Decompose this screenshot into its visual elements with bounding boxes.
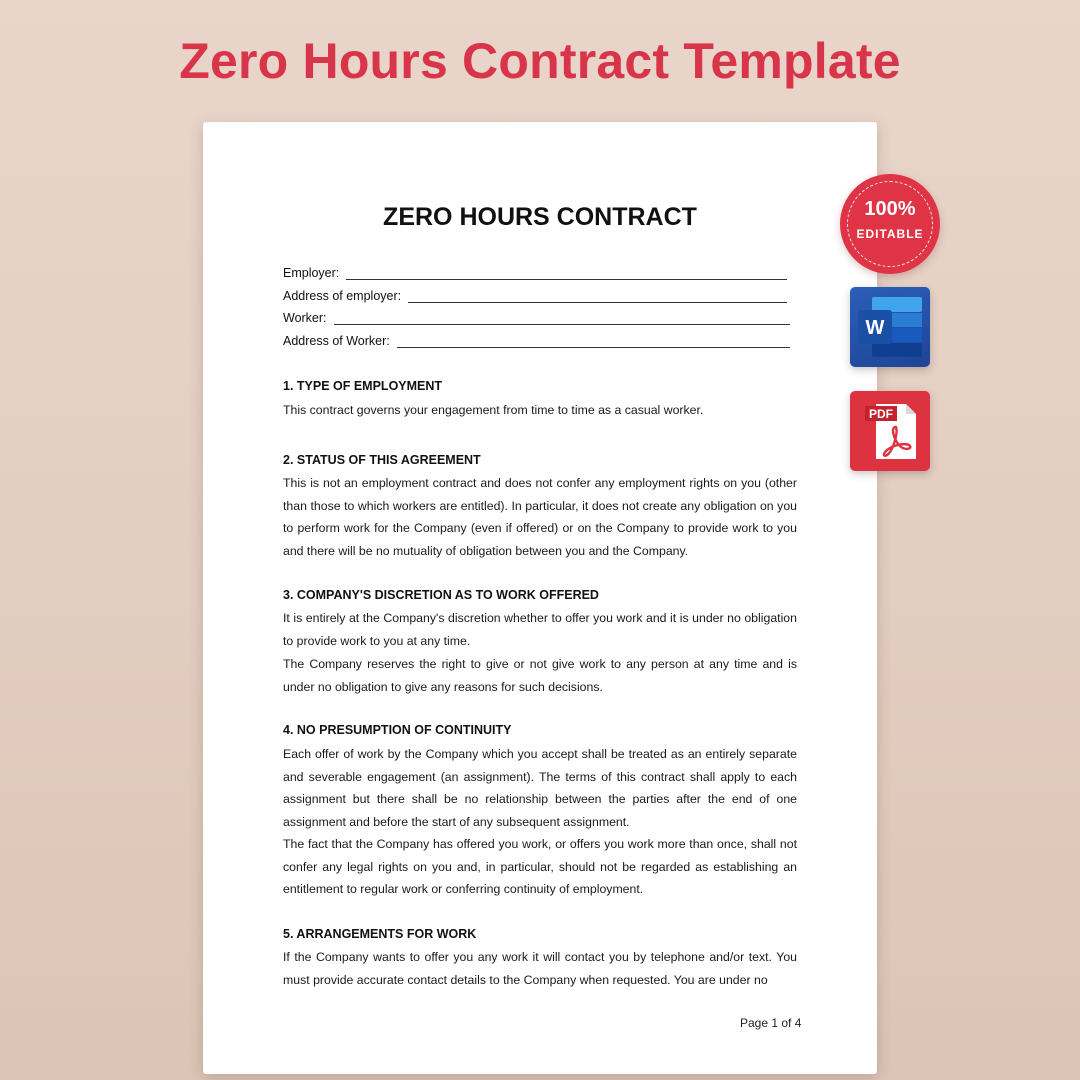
editable-percent: 100% (864, 198, 916, 220)
employer-address-label: Address of employer: (283, 289, 402, 303)
worker-label: Worker: (283, 311, 327, 325)
word-letter: W (865, 317, 885, 339)
section-4-paragraph-2: The fact that the Company has offered you work, or offers you work more than once, shall not confer any legal rights on you and, in particular, should not be regarded as establishing an entitlement to regular work or conferring continuity of employment. (283, 837, 797, 897)
employer-address-blank-line (408, 302, 787, 303)
badge-dashed-ring (847, 181, 933, 267)
word-icon (850, 287, 930, 367)
section-heading-company-discretion: 3. COMPANY'S DISCRETION AS TO WORK OFFERED (283, 588, 599, 602)
pdf-label: PDF (869, 407, 893, 421)
page-number: Page 1 of 4 (740, 1016, 802, 1030)
worker-address-label: Address of Worker: (283, 334, 390, 348)
document-page (203, 122, 877, 1074)
editable-badge (840, 174, 940, 274)
employer-field (283, 266, 789, 286)
document-title: ZERO HOURS CONTRACT (383, 203, 697, 231)
employer-blank-line (346, 279, 787, 280)
editable-label: EDITABLE (856, 227, 924, 241)
worker-address-blank-line (397, 347, 790, 348)
section-3-paragraph-1: It is entirely at the Company's discretion whether to offer you work and it is under no obligation to provide work to you at any time. (283, 611, 797, 648)
word-logo-graphic (850, 287, 930, 367)
employer-address-field (283, 289, 789, 309)
section-5-paragraph: If the Company wants to offer you any work it will contact you by telephone and/or text. You must provide accurate contact details to the Company when requested. You are under no (283, 950, 797, 987)
pdf-icon (850, 391, 930, 471)
section-4-paragraph-1: Each offer of work by the Company which you accept shall be treated as an entirely separate and severable engagement (an assignment). The terms of this contract shall apply to each assignment but there shall be no relationship between the parties after the end of one assignment and before the start of any subsequent assignment. (283, 747, 797, 829)
section-heading-type-of-employment: 1. TYPE OF EMPLOYMENT (283, 379, 443, 393)
section-heading-arrangements: 5. ARRANGEMENTS FOR WORK (283, 927, 477, 941)
banner-title: Zero Hours Contract Template (179, 33, 901, 89)
section-1-paragraph: This contract governs your engagement from time to time as a casual worker. (283, 403, 704, 417)
worker-field (283, 311, 791, 331)
worker-address-field (283, 334, 791, 354)
section-2-paragraph: This is not an employment contract and does not confer any employment rights on you (other than those to which workers are entitled). In particular, it does not create any obligation on you to perform work for the Company (even if offered) or on the Company to provide work to you and there will be no mutuality of obligation between you and the Company. (283, 476, 797, 558)
worker-blank-line (334, 324, 790, 325)
employer-label: Employer: (283, 266, 340, 280)
section-3-paragraph-2: The Company reserves the right to give or not give work to any person at any time and is under no obligation to give any reasons for such decisions. (283, 657, 797, 694)
pdf-logo-graphic (850, 391, 930, 471)
section-heading-status-of-agreement: 2. STATUS OF THIS AGREEMENT (283, 453, 481, 467)
section-heading-no-presumption: 4. NO PRESUMPTION OF CONTINUITY (283, 723, 512, 737)
